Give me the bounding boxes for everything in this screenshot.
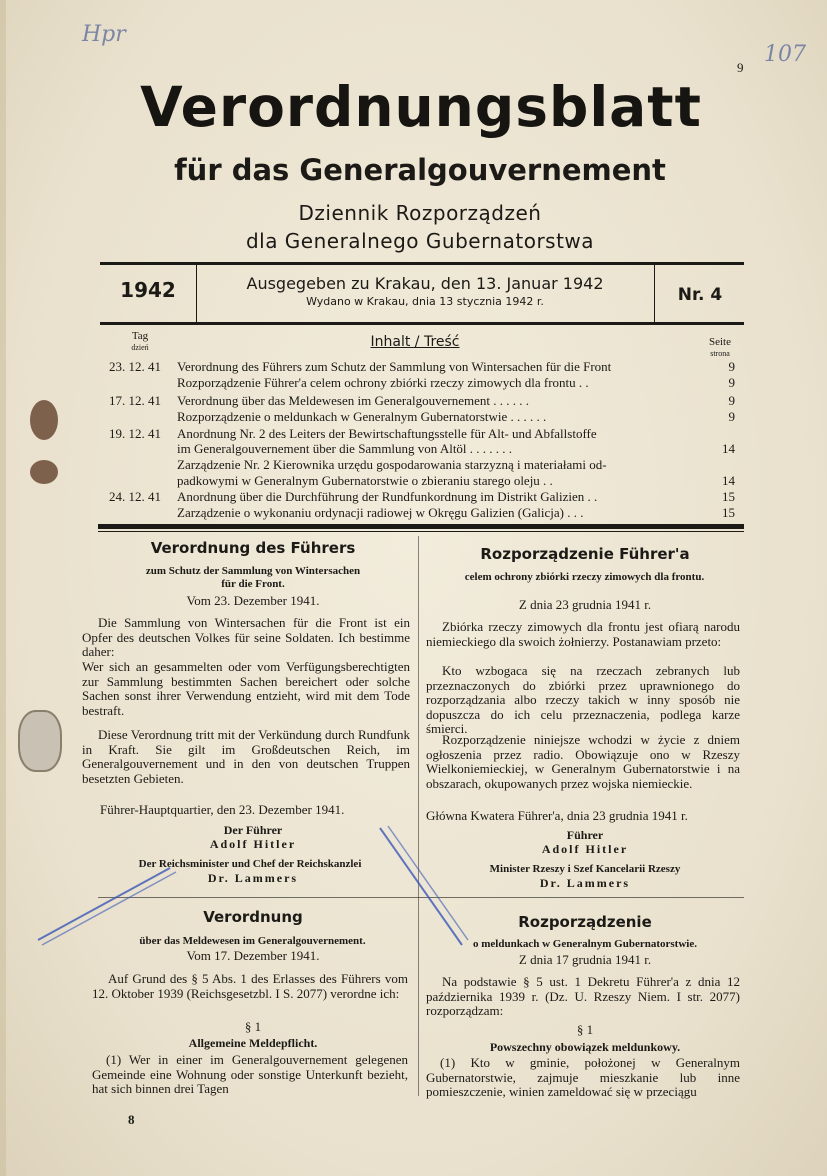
toc-col-page-pl: strona: [710, 349, 730, 358]
left-s1-para3: Diese Verordnung tritt mit der Verkündung durch Rundfunk in Kraft. Sie gilt im Großdeutschen Reich, im Generalgouvernement und in den von deutschen Truppen besetzten Gebieten.: [82, 727, 410, 786]
left-s2-paragraph-mark: § 1: [244, 1019, 262, 1034]
issue-date-polish: Wydano w Krakau, dnia 13 stycznia 1942 r.: [306, 295, 544, 308]
toc-date: 24. 12. 41: [109, 489, 161, 504]
right-s1-subtitle: celem ochrony zbiórki rzeczy zimowych dla frontu.: [464, 571, 705, 583]
left-s2-date: Vom 17. Dezember 1941.: [186, 948, 320, 963]
toc-page: 9: [728, 393, 735, 408]
left-s1-para1: Die Sammlung von Wintersachen für die Front ist ein Opfer des deutschen Volkes für seine Soldaten. Ich bestimme daher:: [82, 615, 410, 660]
toc-page: 14: [722, 441, 735, 456]
binding-hole: [30, 460, 58, 484]
right-s2-para1: Na podstawie § 5 ust. 1 Dekretu Führer'a z dnia 12 października 1939 r. (Dz. U. Rzeszy Niem. I str. 2077) rozporządzam:: [426, 974, 740, 1019]
toc-date: 17. 12. 41: [109, 393, 161, 408]
pencil-stroke: [42, 872, 176, 945]
toc-entry: Anordnung Nr. 2 des Leiters der Bewirtschaftungsstelle für Alt- und Abfallstoffe: [177, 426, 597, 441]
folio-number: 9: [737, 60, 744, 75]
right-s1-title: Rozporządzenie Führer'a: [480, 545, 690, 563]
toc-col-date: Tag: [131, 330, 149, 342]
right-s2-title: Rozporządzenie: [518, 913, 652, 931]
toc-entry: Verordnung des Führers zum Schutz der Sammlung von Wintersachen für die Front: [177, 359, 612, 374]
masthead-polish-line2: dla Generalnego Gubernatorstwa: [245, 229, 595, 253]
toc-entry: im Generalgouvernement über die Sammlung von Altöl . . . . . . .: [177, 441, 513, 456]
right-s1-signature-name: Adolf Hitler: [541, 842, 629, 856]
pencil-stroke: [38, 868, 170, 940]
masthead-subtitle: für das Generalgouvernement: [174, 153, 666, 187]
toc-page: 9: [728, 359, 735, 374]
toc-page: 14: [722, 473, 735, 488]
toc-entry: Rozporządzenie o meldunkach w Generalnym Gubernatorstwie . . . . . .: [177, 409, 547, 424]
issue-year: 1942: [120, 278, 176, 302]
toc-entry: Verordnung über das Meldewesen im Generalgouvernement . . . . . .: [177, 393, 529, 408]
left-s2-subtitle: über das Meldewesen im Generalgouvernement.: [139, 935, 366, 947]
toc-date: 19. 12. 41: [109, 426, 161, 441]
right-s2-date: Z dnia 17 grudnia 1941 r.: [518, 952, 652, 967]
right-s1-signature-title: Führer: [566, 828, 604, 842]
toc-entry: Zarządzenie o wykonaniu ordynacji radiowej w Okręgu Galizien (Galicja) . . .: [177, 505, 584, 520]
right-s2-paragraph-title: Powszechny obowiązek meldunkowy.: [489, 1040, 681, 1054]
right-s2-para2: (1) Kto w gminie, położonej w Generalnym Gubernatorstwie, zajmuje mieszkanie lub inne pomieszczenie, winien zameldować się w przeciągu: [426, 1055, 740, 1100]
right-s1-para1: Zbiórka rzeczy zimowych dla frontu jest ofiarą narodu niemieckiego dla swoich żołnierzy. Postanawiam przeto:: [426, 619, 740, 649]
toc-date: 23. 12. 41: [109, 359, 161, 374]
left-s1-title: Verordnung des Führers: [150, 539, 356, 557]
issue-number: Nr. 4: [677, 285, 723, 305]
binding-hole: [30, 400, 58, 440]
left-s2-para2: (1) Wer in einer im Generalgouvernement gelegenen Gemeinde eine Wohnung oder sonstige Unterkunft bezieht, hat sich binnen drei Tagen: [92, 1052, 408, 1097]
left-s1-cosign-title: Der Reichsminister und Chef der Reichskanzlei: [138, 858, 362, 870]
toc-page: 15: [722, 505, 735, 520]
right-s1-place-date: Główna Kwatera Führer'a, dnia 23 grudnia 1941 r.: [426, 808, 688, 823]
toc-heading: Inhalt / Treść: [370, 334, 460, 350]
toc-col-date-pl: dzień: [131, 343, 149, 352]
left-s1-para2: Wer sich an gesammelten oder vom Verfügungsberechtigten zur Sammlung bestimmten Sachen bereichert oder solche Sachen sonst ihrer Verwendung entzieht, wird mit dem Tode bestraft.: [82, 659, 410, 718]
left-s1-date: Vom 23. Dezember 1941.: [186, 593, 320, 608]
left-s1-subtitle2: für die Front.: [221, 578, 285, 590]
masthead-polish-line1: Dziennik Rozporządzeń: [298, 201, 542, 225]
left-s1-cosign-name: Dr. Lammers: [207, 871, 299, 885]
left-s1-place-date: Führer-Hauptquartier, den 23. Dezember 1941.: [100, 802, 345, 817]
paper-damage: [18, 710, 62, 772]
right-s1-para3: Rozporządzenie niniejsze wchodzi w życie z dniem ogłoszenia przez radio. Obowiązuje ono w Rzeszy Wielkoniemieckiej, w Generalnym Gubernatorstwie i na obszarach, okupowanych przez wojska niemieckie.: [426, 732, 740, 791]
masthead-title: Verordnungsblatt: [140, 75, 702, 139]
handwritten-note: Hpr: [82, 22, 126, 47]
left-s2-para1: Auf Grund des § 5 Abs. 1 des Erlasses des Führers vom 12. Oktober 1939 (Reichsgesetzbl. I S. 2077) verordne ich:: [92, 971, 408, 1001]
handwritten-page-number: 107: [764, 42, 806, 67]
toc-entry: Zarządzenie Nr. 2 Kierownika urzędu gospodarowania starzyzną i materiałami od-: [177, 457, 607, 472]
left-s2-paragraph-title: Allgemeine Meldepflicht.: [188, 1036, 318, 1050]
toc-col-page: Seite: [709, 336, 731, 348]
issue-date-german: Ausgegeben zu Krakau, den 13. Januar 1942: [246, 274, 604, 293]
left-s1-signature-name: Adolf Hitler: [209, 837, 297, 851]
right-s2-subtitle: o meldunkach w Generalnym Gubernatorstwie.: [473, 938, 697, 950]
toc-page: 9: [728, 375, 735, 390]
left-s2-title: Verordnung: [203, 908, 303, 926]
page-edge: [0, 0, 6, 1176]
right-s1-date: Z dnia 23 grudnia 1941 r.: [518, 597, 652, 612]
left-s1-signature-title: Der Führer: [223, 823, 283, 837]
page-number: 8: [128, 1112, 135, 1127]
left-s1-subtitle: zum Schutz der Sammlung von Wintersachen: [145, 565, 361, 577]
toc-entry: Rozporządzenie Führer'a celem ochrony zbiórki rzeczy zimowych dla frontu . .: [177, 375, 589, 390]
right-s1-cosign-title: Minister Rzeszy i Szef Kancelarii Rzeszy: [489, 863, 681, 875]
toc-page: 9: [728, 409, 735, 424]
right-s1-cosign-name: Dr. Lammers: [539, 876, 631, 890]
pencil-stroke: [388, 826, 468, 940]
right-s1-para2: Kto wzbogaca się na rzeczach zebranych lub przeznaczonych do zbiórki przez uprawnionego do rozporządzania albo rzeczy takich w inny sposób nie dopuszcza do ich celu przeznaczenia, podlega karze śmierci.: [426, 663, 740, 737]
toc-entry: Anordnung über die Durchführung der Rundfunkordnung im Distrikt Galizien . .: [177, 489, 598, 504]
right-s2-paragraph-mark: § 1: [576, 1022, 594, 1037]
pencil-stroke: [380, 828, 462, 945]
toc-page: 15: [722, 489, 735, 504]
toc-entry: padkowymi w Generalnym Gubernatorstwie o zbieraniu starego oleju . .: [177, 473, 553, 488]
